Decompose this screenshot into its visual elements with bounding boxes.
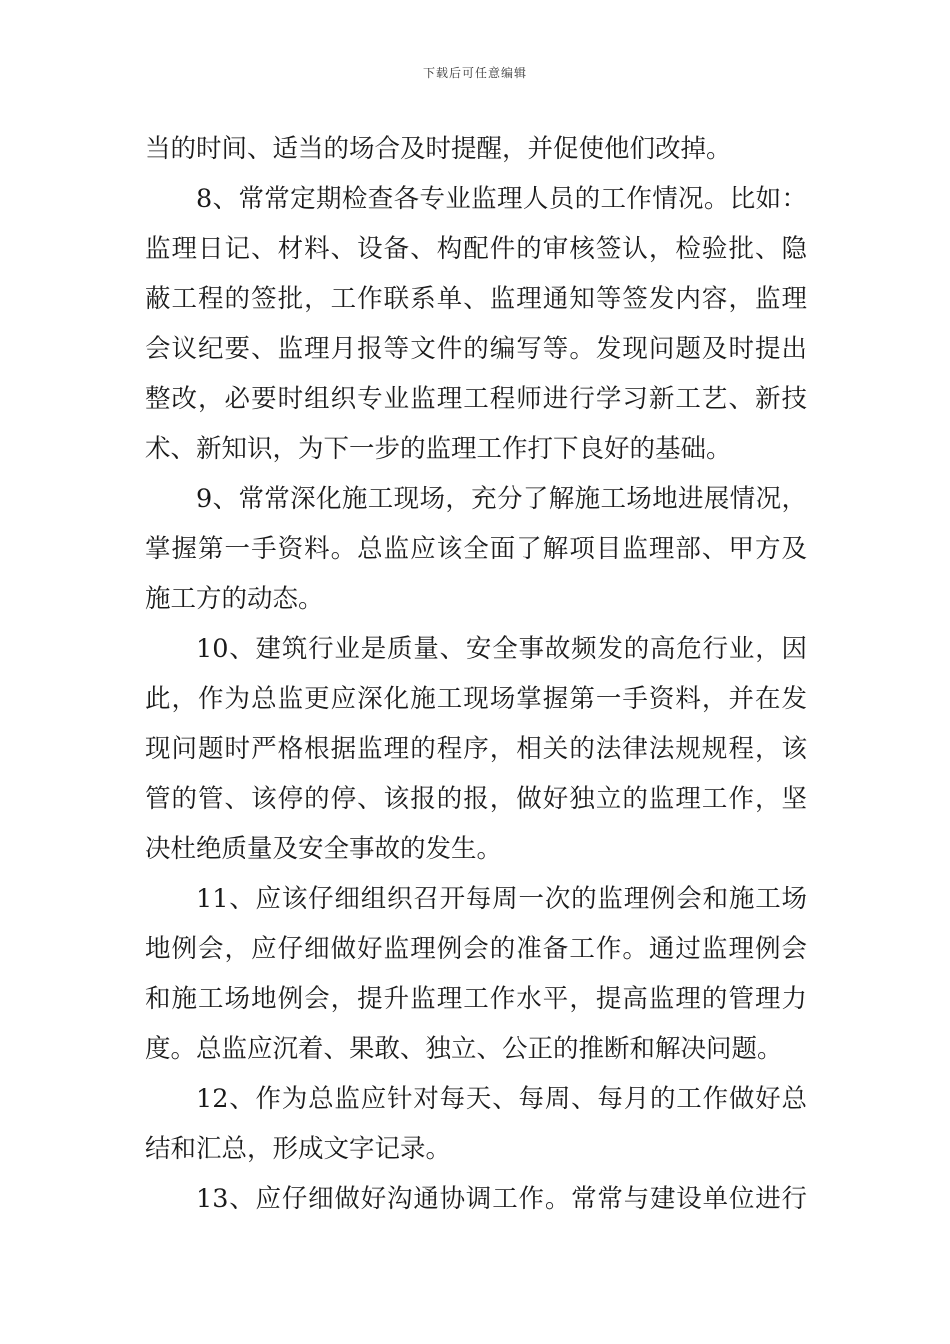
text-line: 整改，必要时组织专业监理工程师进行学习新工艺、新技 [145,384,807,414]
text-line: 8、常常定期检查各专业监理人员的工作情况。比如： [196,184,807,214]
text-line: 监理日记、材料、设备、构配件的审核签认，检验批、隐 [145,234,807,264]
text-line: 掌握第一手资料。总监应该全面了解项目监理部、甲方及 [145,534,807,564]
text-line: 蔽工程的签批，工作联系单、监理通知等签发内容，监理 [145,284,807,314]
page-header: 下载后可任意编辑 [422,66,527,80]
document-body [145,124,807,1224]
text-line: 此，作为总监更应深化施工现场掌握第一手资料，并在发 [145,684,807,714]
text-line: 度。总监应沉着、果敢、独立、公正的推断和解决问题。 [145,1034,783,1064]
text-line: 现问题时严格根据监理的程序，相关的法律法规规程，该 [145,734,807,764]
text-line: 施工方的动态。 [145,584,324,614]
text-line: 11、应该仔细组织召开每周一次的监理例会和施工场 [196,884,807,914]
text-line: 10、建筑行业是质量、安全事故频发的高危行业，因 [196,634,807,664]
text-line: 决杜绝质量及安全事故的发生。 [145,834,503,864]
text-line: 术、新知识，为下一步的监理工作打下良好的基础。 [145,434,732,464]
text-line: 结和汇总，形成文字记录。 [145,1134,452,1164]
text-line: 会议纪要、监理月报等文件的编写等。发现问题及时提出 [145,334,807,364]
text-line: 地例会，应仔细做好监理例会的准备工作。通过监理例会 [145,934,807,964]
text-line: 当的时间、适当的场合及时提醒，并促使他们改掉。 [145,134,732,164]
text-line: 12、作为总监应针对每天、每周、每月的工作做好总 [196,1084,807,1114]
text-line: 管的管、该停的停、该报的报，做好独立的监理工作，坚 [145,784,807,814]
text-line: 9、常常深化施工现场，充分了解施工场地进展情况， [196,484,807,514]
text-line: 13、应仔细做好沟通协调工作。常常与建设单位进行 [196,1184,807,1214]
text-line: 和施工场地例会，提升监理工作水平，提高监理的管理力 [145,984,807,1014]
